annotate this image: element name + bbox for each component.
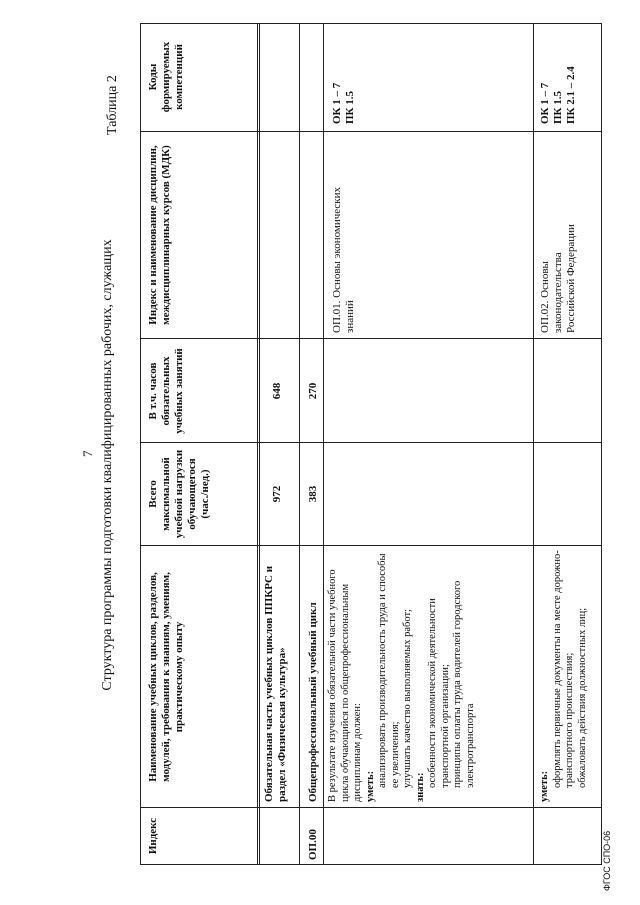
row-op00-max-load: 383 [307, 485, 319, 503]
footer-mark: ФГОС СПО-06 [602, 830, 612, 891]
col-divider [141, 807, 601, 808]
header-divider [257, 24, 260, 864]
header-disciplines: Индекс и наименование дисциплин, междисциплинарных курсов (МДК) [147, 145, 172, 325]
row-mandatory-part-hours: 648 [271, 382, 283, 400]
op01-znat-item: принципы оплаты труда водителей городского электротранспорта [452, 580, 476, 788]
row-op02-content [539, 550, 589, 802]
curriculum-table [140, 23, 602, 865]
header-competencies: Коды формируемых компетенций [147, 41, 185, 113]
row-op01-content [327, 550, 477, 802]
row-divider [299, 24, 300, 864]
op02-umet-item: обжаловать действия должностных лиц; [576, 607, 588, 788]
op02-umet-item: оформлять первичные документы на месте дорожно-транспортного происшествия; [551, 550, 575, 788]
row-mandatory-part-max-load: 972 [271, 485, 283, 503]
row-op01-discipline: ОП.01. Основы экономических знаний [331, 186, 356, 333]
header-mandatory-hours: В т.ч. часов обязательных учебных занятий [147, 348, 185, 434]
row-mandatory-part-name: Обязательная часть учебных циклов ППКРС и раздел «Физическая культура» [263, 565, 288, 802]
document-title: Структура программы подготовки квалифицированных рабочих, служащих [100, 239, 115, 691]
row-op00-hours: 270 [307, 382, 319, 400]
competency-code: ПК 1.5 [344, 90, 356, 124]
col-divider [141, 442, 601, 443]
op01-znat-label: знать: [414, 772, 426, 802]
competency-code: ОК 1 – 7 [539, 82, 551, 124]
row-divider [533, 24, 534, 864]
page-number: 7 [80, 450, 95, 457]
table-caption: Таблица 2 [105, 75, 120, 135]
header-index: Индекс [147, 817, 159, 855]
col-divider [141, 338, 601, 339]
competency-code: ОК 1 – 7 [331, 82, 343, 124]
competency-code: ПК 1.5 [552, 90, 564, 124]
header-name: Наименование учебных циклов, разделов, модулей, требования к знаниям, умениям, практическому опыту [147, 572, 185, 782]
op01-znat-item: особенности экономической деятельности транспортной организации; [427, 598, 451, 788]
col-divider [141, 545, 601, 546]
row-op02-discipline: ОП.02. Основы законодательства Российской Федерации [539, 224, 577, 333]
header-max-load: Всего максимальной учебной нагрузки обучающегося (час./нед.) [147, 449, 211, 539]
op01-intro: В результате изучения обязательной части учебного цикла обучающийся по общепрофессиональным дисциплинам должен: [327, 569, 363, 802]
op02-umet-label: уметь: [539, 770, 550, 802]
row-op00-index: ОП.00 [307, 829, 319, 860]
op01-umet-label: уметь: [364, 770, 376, 802]
row-op01-competencies [331, 83, 357, 124]
competency-code: ПК 2.1 – 2.4 [565, 66, 577, 124]
op01-umet-item: улучшать качество выполняемых работ; [402, 609, 413, 788]
row-op02-competencies [539, 66, 578, 124]
op01-umet-item: анализировать производительность труда и способы ее увеличения; [377, 553, 401, 788]
row-divider [323, 24, 324, 864]
col-divider [141, 131, 601, 132]
row-op00-name: Общепрофессиональный учебный цикл [307, 602, 319, 802]
